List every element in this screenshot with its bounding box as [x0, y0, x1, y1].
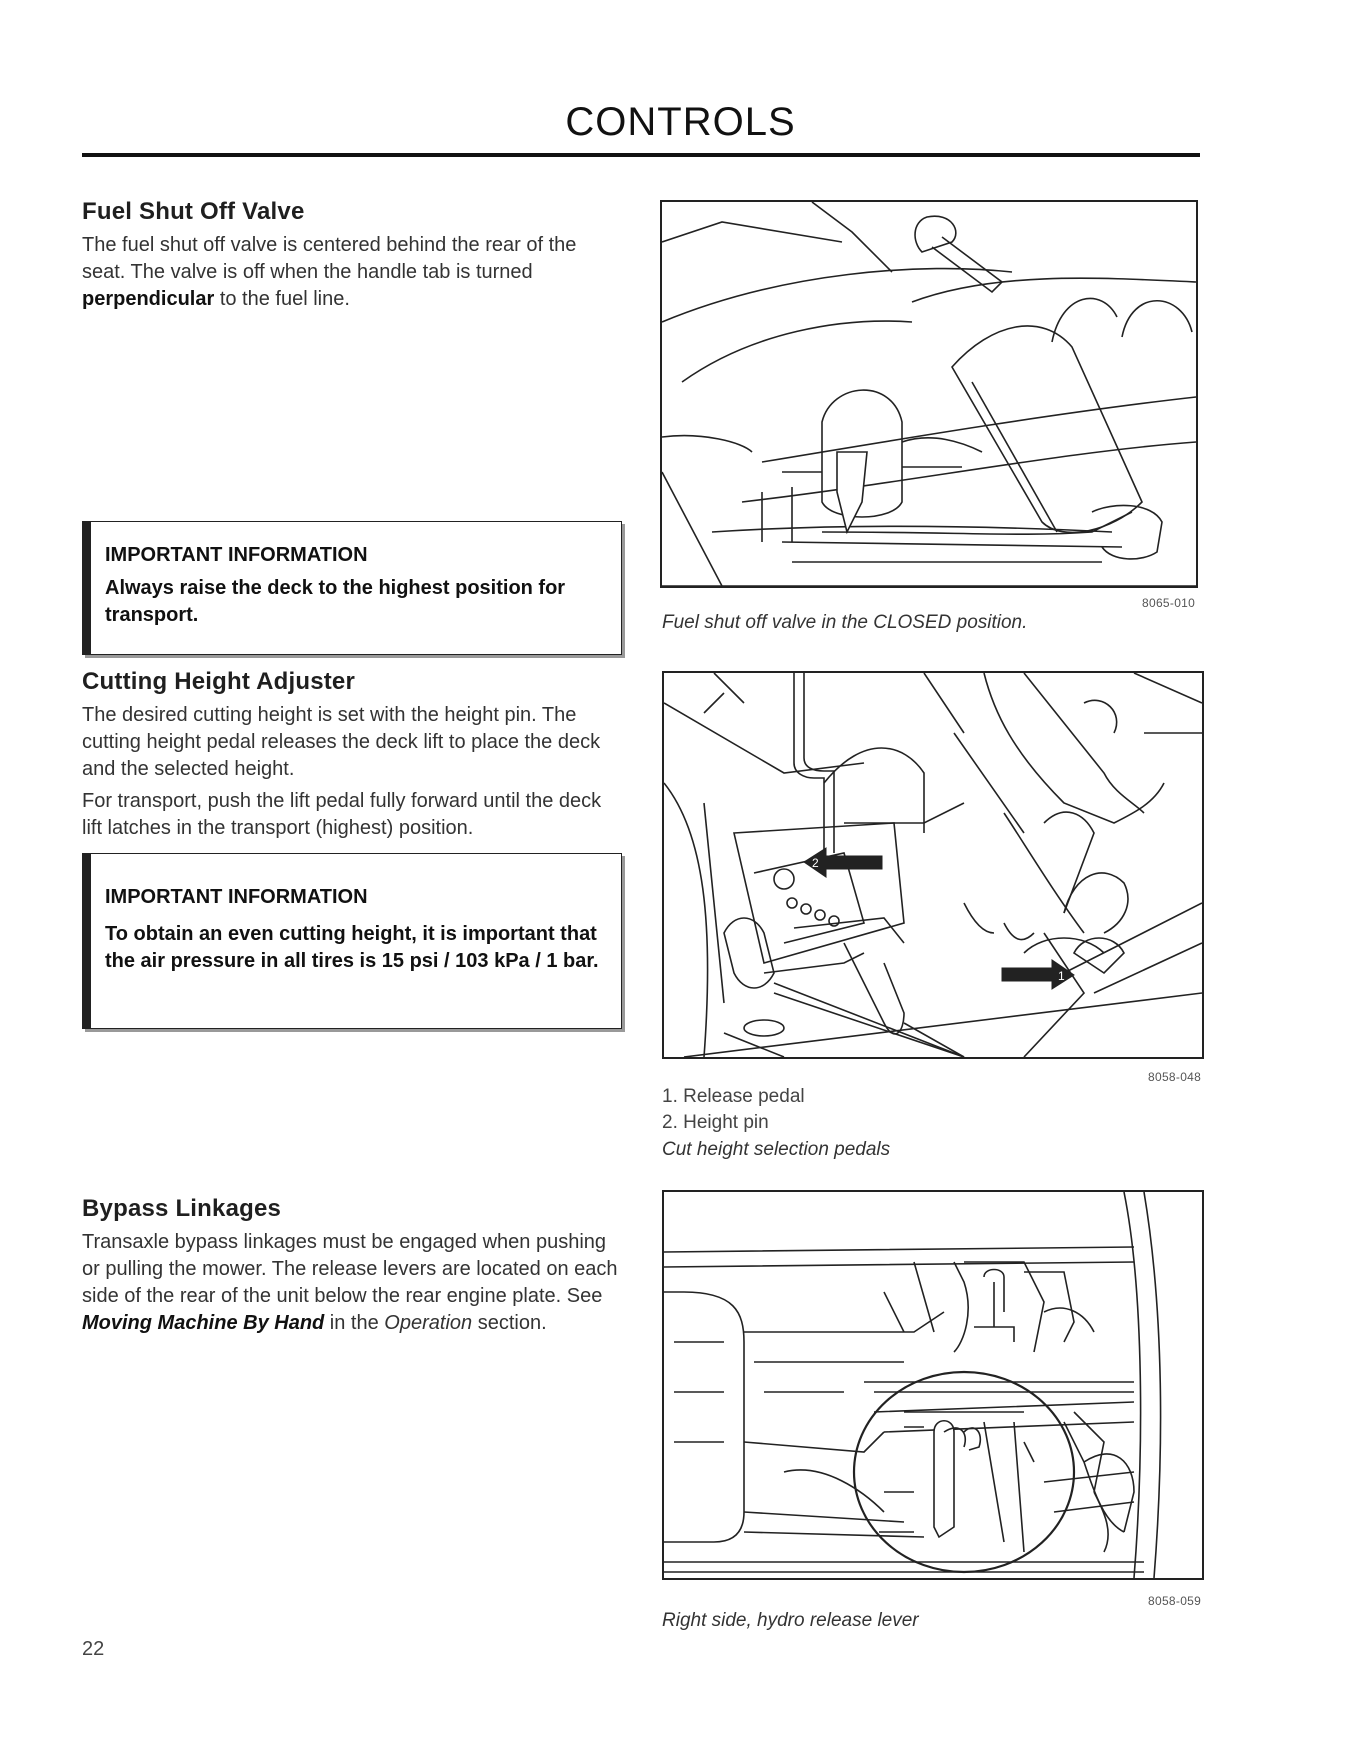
- bypass-text-1: Transaxle bypass linkages must be engaged when pushing or pulling the mower. The release levers are located on each side of the rear of the unit below the rear engine plate. See: [82, 1231, 618, 1307]
- figure-code-hydro-release: 8058-059: [1148, 1594, 1202, 1608]
- hydro-release-illustration: [664, 1192, 1202, 1578]
- fuel-text-2: to the fuel line.: [214, 288, 350, 310]
- bypass-text-2: in the: [324, 1312, 385, 1334]
- page-number: 22: [82, 1638, 105, 1660]
- callout-2: 2: [812, 856, 819, 870]
- paragraph-fuel-shut-off: [82, 232, 622, 313]
- figure-hydro-release: [662, 1190, 1204, 1580]
- heading-bypass-linkages: Bypass Linkages: [82, 1195, 282, 1222]
- section-cutting-height: [82, 668, 622, 842]
- figure-fuel-valve: [660, 200, 1198, 588]
- paragraph-cutting-height-1: The desired cutting height is set with the height pin. The cutting height pedal releases the deck lift to place the deck and the selected height.: [82, 704, 601, 780]
- heading-cutting-height: Cutting Height Adjuster: [82, 668, 356, 695]
- heading-fuel-shut-off: Fuel Shut Off Valve: [82, 198, 305, 225]
- fuel-text-bold: perpendicular: [82, 288, 215, 310]
- important-info-body-2: To obtain an even cutting height, it is important that the air pressure in all tires is 15 psi / 103 kPa / 1 bar.: [105, 923, 599, 972]
- figure-cut-height: [662, 671, 1204, 1059]
- caption-cut-height: Cut height selection pedals: [662, 1139, 891, 1160]
- paragraph-bypass-linkages: [82, 1229, 622, 1337]
- section-bypass-linkages: [82, 1195, 622, 1337]
- caption-hydro-release: Right side, hydro release lever: [662, 1610, 919, 1631]
- fuel-text-1: The fuel shut off valve is centered behind the rear of the seat. The valve is off when the handle tab is turned: [82, 234, 577, 283]
- bypass-text-italic: Operation: [384, 1312, 473, 1334]
- title-rule: [82, 153, 1200, 157]
- fuel-valve-illustration: [662, 202, 1196, 586]
- paragraph-cutting-height-2: For transport, push the lift pedal fully forward until the deck lift latches in the transport (highest) position.: [82, 790, 602, 839]
- bypass-text-3: section.: [472, 1312, 547, 1334]
- callout-1: 1: [1058, 969, 1065, 983]
- page-title: CONTROLS: [565, 100, 796, 144]
- caption-fuel-valve: Fuel shut off valve in the CLOSED position.: [662, 612, 1028, 633]
- figure-code-fuel-valve: 8065-010: [1142, 596, 1196, 610]
- cut-height-illustration: [664, 673, 1202, 1057]
- section-fuel-shut-off: [82, 198, 622, 313]
- important-info-box-1: [82, 521, 622, 655]
- info-box-bar: [83, 522, 91, 654]
- important-info-title-2: IMPORTANT INFORMATION: [105, 886, 368, 908]
- figure-code-cut-height: 8058-048: [1148, 1070, 1202, 1084]
- legend-item-2: 2. Height pin: [662, 1112, 769, 1133]
- legend-item-1: 1. Release pedal: [662, 1086, 805, 1107]
- info-box-bar: [83, 854, 91, 1028]
- important-info-box-2: [82, 853, 622, 1029]
- important-info-title-1: IMPORTANT INFORMATION: [105, 544, 368, 566]
- important-info-body-1: Always raise the deck to the highest position for transport.: [105, 577, 566, 626]
- bypass-link-text: Moving Machine By Hand: [82, 1312, 325, 1334]
